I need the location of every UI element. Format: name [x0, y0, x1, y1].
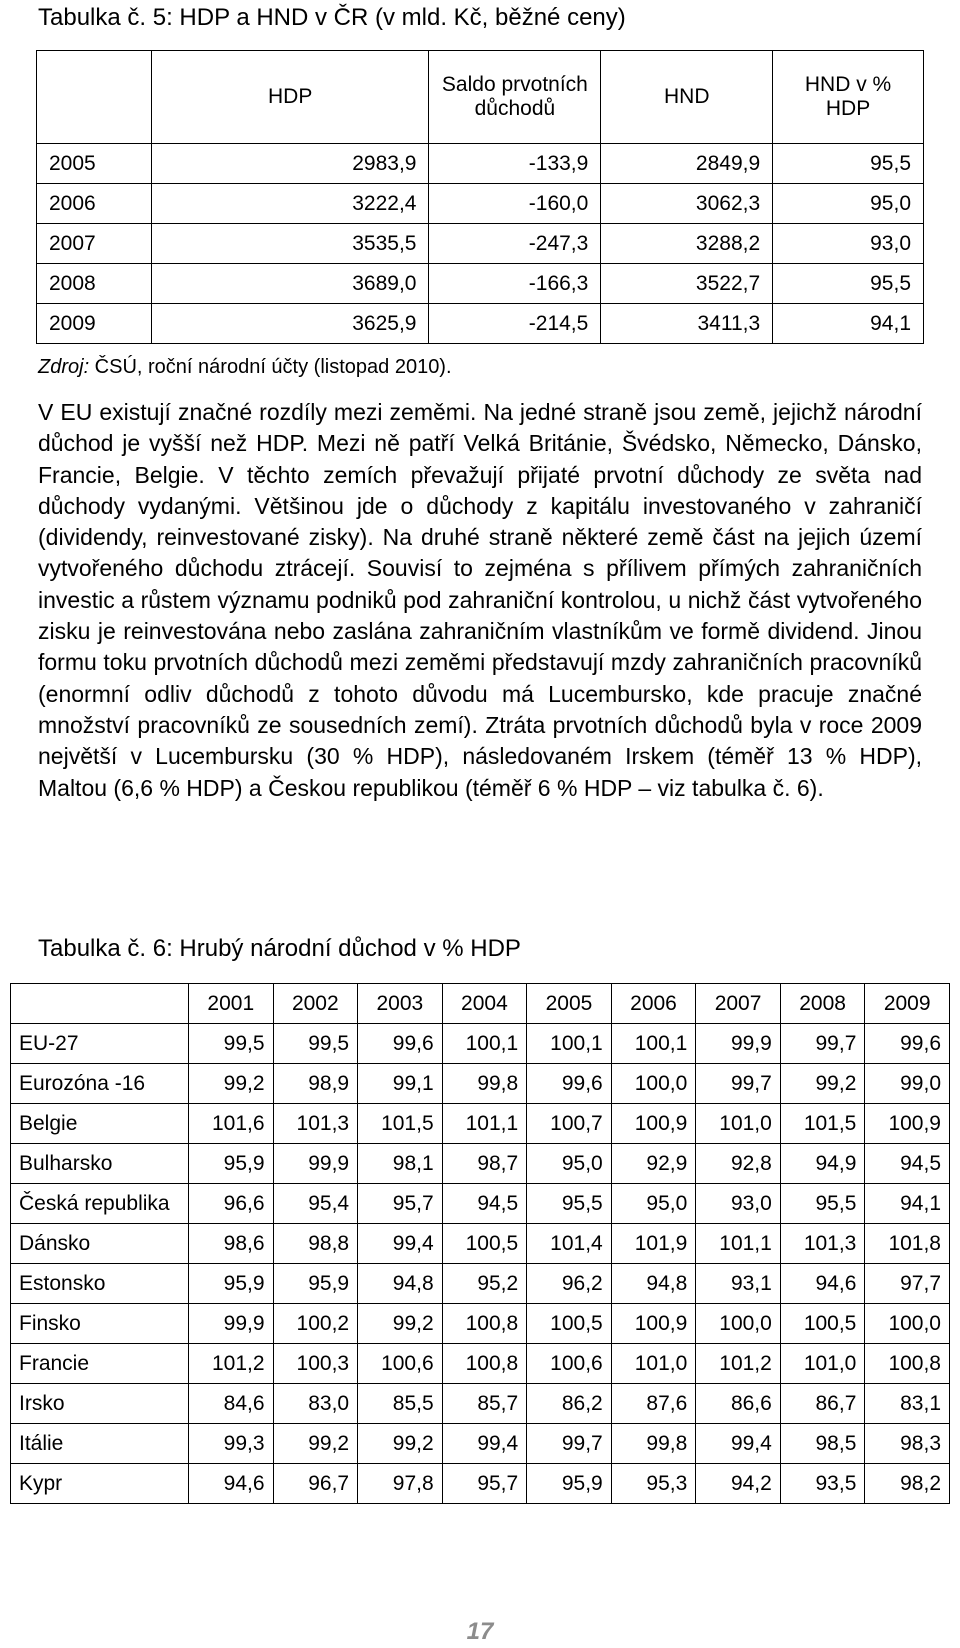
table6-hnd-percent	[10, 983, 950, 1504]
table6-value-cell: 99,2	[358, 1424, 443, 1464]
table-row	[11, 1384, 950, 1424]
table6-year-header: 2002	[273, 984, 358, 1024]
table-row	[11, 1464, 950, 1504]
table5-header-cell: Saldo prvotních důchodů	[429, 51, 601, 144]
table6-value-cell: 99,6	[527, 1064, 612, 1104]
table5-header-row	[37, 51, 924, 144]
table6-value-cell: 99,8	[442, 1064, 527, 1104]
table-row	[11, 1344, 950, 1384]
table5-value-cell: -214,5	[429, 304, 601, 344]
table6-value-cell: 99,7	[527, 1424, 612, 1464]
table6-value-cell: 100,9	[611, 1104, 696, 1144]
table5-header-cell	[37, 51, 152, 144]
table5-value-cell: 3689,0	[151, 264, 429, 304]
source-text: ČSÚ, roční národní účty (listopad 2010).	[89, 356, 452, 378]
table6-value-cell: 101,9	[611, 1224, 696, 1264]
table6-value-cell: 100,0	[611, 1064, 696, 1104]
table6-value-cell: 95,5	[780, 1184, 865, 1224]
table6-value-cell: 101,2	[189, 1344, 274, 1384]
table6-value-cell: 99,5	[273, 1024, 358, 1064]
table6-country-cell: Bulharsko	[11, 1144, 189, 1184]
table5-value-cell: -166,3	[429, 264, 601, 304]
table6-value-cell: 101,3	[273, 1104, 358, 1144]
table6-value-cell: 99,0	[865, 1064, 950, 1104]
table6-year-header: 2008	[780, 984, 865, 1024]
table6-value-cell: 94,6	[189, 1464, 274, 1504]
table6-value-cell: 95,7	[442, 1464, 527, 1504]
table6-value-cell: 94,1	[865, 1184, 950, 1224]
table5-value-cell: 93,0	[773, 224, 924, 264]
table6-value-cell: 96,6	[189, 1184, 274, 1224]
table6-value-cell: 94,5	[865, 1144, 950, 1184]
table5-value-cell: 2983,9	[151, 144, 429, 184]
table6-value-cell: 94,2	[696, 1464, 781, 1504]
table5-value-cell: 95,5	[773, 264, 924, 304]
table6-value-cell: 101,0	[611, 1344, 696, 1384]
table6-value-cell: 98,5	[780, 1424, 865, 1464]
table6-value-cell: 101,2	[696, 1344, 781, 1384]
table6-value-cell: 100,3	[273, 1344, 358, 1384]
table6-value-cell: 87,6	[611, 1384, 696, 1424]
table6-value-cell: 101,4	[527, 1224, 612, 1264]
table6-corner-cell	[11, 984, 189, 1024]
table6-value-cell: 100,9	[865, 1104, 950, 1144]
table6-value-cell: 96,7	[273, 1464, 358, 1504]
table5-year-cell: 2007	[37, 224, 152, 264]
table6-value-cell: 99,5	[189, 1024, 274, 1064]
table-row	[37, 144, 924, 184]
table6-value-cell: 99,6	[865, 1024, 950, 1064]
table6-value-cell: 95,9	[189, 1144, 274, 1184]
table-row	[11, 1104, 950, 1144]
table5-hdp-hnd	[36, 50, 924, 344]
table5-value-cell: -133,9	[429, 144, 601, 184]
table6-value-cell: 99,9	[696, 1024, 781, 1064]
table-row	[37, 304, 924, 344]
table6-value-cell: 99,8	[611, 1424, 696, 1464]
table-row	[11, 1224, 950, 1264]
table6-value-cell: 94,8	[611, 1264, 696, 1304]
table6-value-cell: 98,7	[442, 1144, 527, 1184]
table6-value-cell: 100,1	[611, 1024, 696, 1064]
table-row	[37, 224, 924, 264]
table6-value-cell: 95,0	[527, 1144, 612, 1184]
table6-value-cell: 100,2	[273, 1304, 358, 1344]
table5-header-cell: HND v % HDP	[773, 51, 924, 144]
table6-value-cell: 95,5	[527, 1184, 612, 1224]
table6-value-cell: 101,5	[358, 1104, 443, 1144]
table6-value-cell: 100,0	[696, 1304, 781, 1344]
body-paragraph: V EU existují značné rozdíly mezi zeměmi. Na jedné straně jsou země, jejichž národní důchod je vyšší než HDP. Mezi ně patří Velká Británie, Švédsko, Německo, Dánsko, Francie, Belgie. V těchto zemích převažují přijaté prvotní důchody ze světa nad důchody vydanými. Většinou jde o důchody z kapitálu investovaného v zahraničí (dividendy, reinvestované zisky). Na druhé straně některé země část na jejich území vytvořeného důchodu ztrácejí. Souvisí to zejména s přílivem přímých zahraničních investic a růstem významu podniků pod zahraniční kontrolou, u nichž část vytvořeného zisku je reinvestována nebo zaslána zahraničním vlastníkům ve formě dividend. Jinou formu toku prvotních důchodů mezi zeměmi představují mzdy zahraničních pracovníků (enormní odliv důchodů z tohoto důvodu má Lucembursko, kde pracuje značné množství pracovníků ze sousedních zemí). Ztráta prvotních důchodů byla v roce 2009 největší v Lucembursku (30 % HDP), následovaném Irskem (téměř 13 % HDP), Maltou (6,6 % HDP) a Českou republikou (téměř 6 % HDP – viz tabulka č. 6).	[38, 399, 922, 801]
table6-value-cell: 84,6	[189, 1384, 274, 1424]
table6-year-header: 2005	[527, 984, 612, 1024]
table6-value-cell: 95,9	[273, 1264, 358, 1304]
table6-value-cell: 101,6	[189, 1104, 274, 1144]
table-row	[37, 184, 924, 224]
table5-value-cell: -247,3	[429, 224, 601, 264]
table6-value-cell: 99,9	[273, 1144, 358, 1184]
table6-value-cell: 96,2	[527, 1264, 612, 1304]
table6-value-cell: 99,4	[696, 1424, 781, 1464]
table6-country-cell: Eurozóna -16	[11, 1064, 189, 1104]
table6-value-cell: 100,6	[527, 1344, 612, 1384]
table-row	[11, 1144, 950, 1184]
table6-value-cell: 98,2	[865, 1464, 950, 1504]
table6-value-cell: 85,7	[442, 1384, 527, 1424]
table6-value-cell: 95,2	[442, 1264, 527, 1304]
table6-value-cell: 99,2	[358, 1304, 443, 1344]
table6-value-cell: 95,7	[358, 1184, 443, 1224]
table6-value-cell: 101,5	[780, 1104, 865, 1144]
table6-value-cell: 100,6	[358, 1344, 443, 1384]
table5-value-cell: 2849,9	[601, 144, 773, 184]
table6-country-cell: Estonsko	[11, 1264, 189, 1304]
table5-value-cell: 3535,5	[151, 224, 429, 264]
table6-value-cell: 95,3	[611, 1464, 696, 1504]
table6-value-cell: 97,8	[358, 1464, 443, 1504]
table-row	[11, 1024, 950, 1064]
table6-value-cell: 101,0	[780, 1344, 865, 1384]
table5-year-cell: 2009	[37, 304, 152, 344]
table6-value-cell: 98,3	[865, 1424, 950, 1464]
table6-country-cell: Finsko	[11, 1304, 189, 1344]
table5-value-cell: 3625,9	[151, 304, 429, 344]
table6-country-cell: Dánsko	[11, 1224, 189, 1264]
table6-country-cell: Francie	[11, 1344, 189, 1384]
table6-value-cell: 99,7	[696, 1064, 781, 1104]
table-row	[11, 1064, 950, 1104]
table-row	[11, 1264, 950, 1304]
table6-value-cell: 83,1	[865, 1384, 950, 1424]
table5-caption: Tabulka č. 5: HDP a HND v ČR (v mld. Kč, běžné ceny)	[38, 4, 626, 31]
table6-value-cell: 99,2	[189, 1064, 274, 1104]
table6-year-header: 2007	[696, 984, 781, 1024]
table6-value-cell: 99,2	[273, 1424, 358, 1464]
table6-value-cell: 99,7	[780, 1024, 865, 1064]
table6-year-header: 2001	[189, 984, 274, 1024]
table6-value-cell: 94,9	[780, 1144, 865, 1184]
table6-value-cell: 98,9	[273, 1064, 358, 1104]
table5-value-cell: 3222,4	[151, 184, 429, 224]
table6-value-cell: 92,9	[611, 1144, 696, 1184]
table6-value-cell: 101,1	[696, 1224, 781, 1264]
table6-value-cell: 100,5	[780, 1304, 865, 1344]
table5-source	[38, 356, 452, 379]
table6-country-cell: Itálie	[11, 1424, 189, 1464]
table6-value-cell: 94,8	[358, 1264, 443, 1304]
table6-value-cell: 95,0	[611, 1184, 696, 1224]
table-row	[11, 1424, 950, 1464]
table5-year-cell: 2006	[37, 184, 152, 224]
table6-value-cell: 86,6	[696, 1384, 781, 1424]
table6-value-cell: 100,9	[611, 1304, 696, 1344]
table6-year-header: 2003	[358, 984, 443, 1024]
table6-value-cell: 100,8	[442, 1304, 527, 1344]
source-label: Zdroj:	[38, 356, 90, 378]
table5-value-cell: 3062,3	[601, 184, 773, 224]
table6-value-cell: 98,8	[273, 1224, 358, 1264]
table6-year-header: 2006	[611, 984, 696, 1024]
table6-value-cell: 93,1	[696, 1264, 781, 1304]
table-row	[11, 1304, 950, 1344]
table5-value-cell: 94,1	[773, 304, 924, 344]
table6-value-cell: 101,1	[442, 1104, 527, 1144]
table6-year-header: 2004	[442, 984, 527, 1024]
table6-country-cell: EU-27	[11, 1024, 189, 1064]
table6-value-cell: 100,8	[442, 1344, 527, 1384]
table6-country-cell: Kypr	[11, 1464, 189, 1504]
table6-value-cell: 98,1	[358, 1144, 443, 1184]
table6-value-cell: 99,2	[780, 1064, 865, 1104]
table6-value-cell: 100,0	[865, 1304, 950, 1344]
table6-value-cell: 93,5	[780, 1464, 865, 1504]
table5-value-cell: 3288,2	[601, 224, 773, 264]
table-row	[37, 264, 924, 304]
table6-value-cell: 100,5	[442, 1224, 527, 1264]
table6-value-cell: 94,6	[780, 1264, 865, 1304]
table6-value-cell: 95,9	[189, 1264, 274, 1304]
table6-value-cell: 101,0	[696, 1104, 781, 1144]
table6-value-cell: 86,7	[780, 1384, 865, 1424]
table6-value-cell: 101,3	[780, 1224, 865, 1264]
page-number: 17	[466, 1618, 494, 1645]
table6-value-cell: 100,1	[527, 1024, 612, 1064]
table6-country-cell: Česká republika	[11, 1184, 189, 1224]
table6-value-cell: 92,8	[696, 1144, 781, 1184]
table6-value-cell: 93,0	[696, 1184, 781, 1224]
table5-year-cell: 2005	[37, 144, 152, 184]
table6-value-cell: 97,7	[865, 1264, 950, 1304]
table5-header-cell: HDP	[151, 51, 429, 144]
table5-value-cell: 3411,3	[601, 304, 773, 344]
table5-value-cell: 3522,7	[601, 264, 773, 304]
table6-value-cell: 86,2	[527, 1384, 612, 1424]
table5-value-cell: 95,0	[773, 184, 924, 224]
table6-value-cell: 85,5	[358, 1384, 443, 1424]
table6-header-row	[11, 984, 950, 1024]
table5-value-cell: -160,0	[429, 184, 601, 224]
table-row	[11, 1184, 950, 1224]
table6-value-cell: 98,6	[189, 1224, 274, 1264]
table6-value-cell: 99,4	[442, 1424, 527, 1464]
table5-header-cell: HND	[601, 51, 773, 144]
table6-value-cell: 100,5	[527, 1304, 612, 1344]
table6-value-cell: 100,1	[442, 1024, 527, 1064]
table6-value-cell: 83,0	[273, 1384, 358, 1424]
table6-value-cell: 100,7	[527, 1104, 612, 1144]
table6-value-cell: 101,8	[865, 1224, 950, 1264]
table6-value-cell: 94,5	[442, 1184, 527, 1224]
table6-year-header: 2009	[865, 984, 950, 1024]
table6-value-cell: 95,4	[273, 1184, 358, 1224]
table6-value-cell: 99,4	[358, 1224, 443, 1264]
table6-value-cell: 99,3	[189, 1424, 274, 1464]
table6-country-cell: Belgie	[11, 1104, 189, 1144]
table6-value-cell: 99,1	[358, 1064, 443, 1104]
table5-value-cell: 95,5	[773, 144, 924, 184]
table6-value-cell: 99,6	[358, 1024, 443, 1064]
table6-value-cell: 100,8	[865, 1344, 950, 1384]
table5-year-cell: 2008	[37, 264, 152, 304]
table6-country-cell: Irsko	[11, 1384, 189, 1424]
table6-value-cell: 99,9	[189, 1304, 274, 1344]
table6-value-cell: 95,9	[527, 1464, 612, 1504]
table6-caption: Tabulka č. 6: Hrubý národní důchod v % HDP	[38, 935, 521, 962]
